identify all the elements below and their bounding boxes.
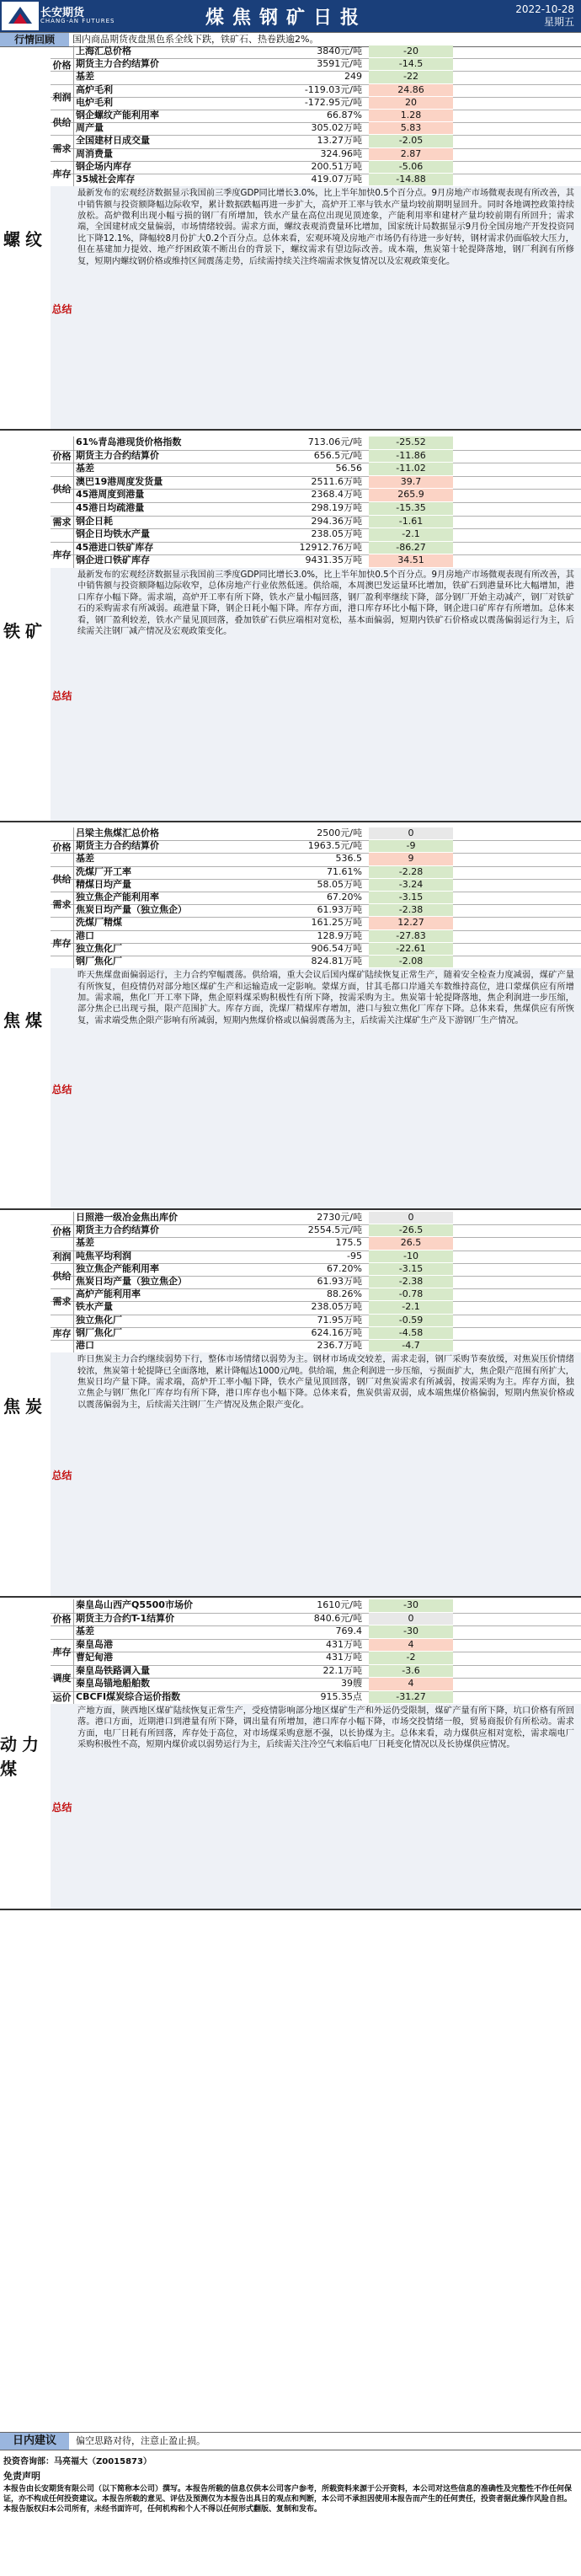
- indicator-change: -2.08: [369, 956, 453, 967]
- table-row: [51, 1327, 581, 1341]
- indicator-label: 秦皇岛铁路调入量: [76, 1664, 150, 1676]
- summary-text: 昨天焦煤盘面偏弱运行，主力合约窄幅震荡。供给端，重大会议后国内煤矿陆续恢复正常生产，随着安全检查力度减弱，煤矿产量有所恢复，但疫情仍对部分地区煤矿生产和运输造成一定影响。蒙煤方面，甘其毛都口岸通关车数维持高位，进口蒙煤供应有所增加。需求端，焦化厂开工率下降，焦企原料煤采购积极性有所下降，按需采购为主。焦炭第十轮提降落地，焦企利润进一步压缩，部分焦企已出现亏损，限产范围扩大。库存方面，洗煤厂精煤库存增加，港口与独立焦化厂库存下降。总体来看，焦煤供应有所恢复，需求端受焦企限产影响有所减弱，短期内焦煤价格或以偏弱震荡为主，后续需关注煤矿生产及下游钢厂生产情况。: [77, 971, 574, 1026]
- indicator-value: 67.20%: [327, 892, 362, 902]
- category-label: 需求: [51, 502, 74, 542]
- indicator-label: 钢企螺纹产能利用率: [76, 110, 159, 120]
- indicator-change: -2.38: [369, 1276, 453, 1288]
- indicator-change: 0: [369, 827, 453, 839]
- indicator-value: 22.1万吨: [322, 1664, 362, 1676]
- table-row: [51, 1212, 581, 1225]
- indicator-label: 曹妃甸港: [76, 1652, 113, 1663]
- table-row: [51, 1691, 581, 1706]
- indicator-label: 周消费量: [76, 147, 113, 159]
- table-row: [51, 122, 581, 136]
- indicator-label: 日照港一级冶金焦出库价: [76, 1212, 178, 1223]
- indicator-label: 基差: [76, 1237, 94, 1249]
- indicator-change: 24.86: [369, 84, 453, 96]
- indicator-label: 焦炭日均产量（独立焦企）: [76, 1276, 187, 1287]
- daily-advice-label: 日内建议: [0, 2433, 69, 2450]
- indicator-change: 4: [369, 1639, 453, 1652]
- indicator-value: -172.95元/吨: [304, 96, 362, 108]
- indicator-value: 2730元/吨: [317, 1212, 362, 1223]
- category-label: 价格: [51, 1212, 74, 1251]
- analyst-info: 投资咨询部：马亮福大（Z0015873）: [3, 2457, 152, 2466]
- indicator-change: -0.78: [369, 1288, 453, 1300]
- indicator-change: 9: [369, 853, 453, 865]
- category-label: 价格: [51, 827, 74, 866]
- table-row: [51, 97, 581, 110]
- summary-block: [51, 568, 581, 822]
- indicator-label: 吕梁主焦煤汇总价格: [76, 827, 159, 838]
- table-row: [51, 46, 581, 59]
- date-text: 2022-10-28: [515, 3, 574, 15]
- indicator-change: -3.24: [369, 879, 453, 891]
- indicator-value: 624.16万吨: [311, 1326, 362, 1338]
- indicator-value: 66.87%: [327, 110, 362, 120]
- table-row: [51, 1678, 581, 1692]
- company-name-en: CHANG-AN FUTURES: [40, 18, 115, 24]
- indicator-change: -22.61: [369, 943, 453, 955]
- indicator-change: -2.38: [369, 904, 453, 916]
- indicator-label: 基差: [76, 71, 94, 83]
- indicator-value: 1963.5元/吨: [307, 840, 362, 852]
- indicator-change: 4: [369, 1678, 453, 1690]
- section-4: [0, 1599, 581, 1910]
- indicator-change: -4.7: [369, 1340, 453, 1352]
- summary-block: [51, 1704, 581, 1910]
- indicator-change: -5.06: [369, 161, 453, 173]
- summary-block: [51, 968, 581, 1210]
- table-row: [51, 554, 581, 569]
- indicator-label: 45港日均疏港量: [76, 502, 145, 513]
- indicator-change: -4.58: [369, 1327, 453, 1339]
- indicator-label: 高炉毛利: [76, 83, 113, 95]
- category-label: 价格: [51, 46, 74, 84]
- section-divider: [0, 429, 581, 431]
- table-row: [51, 1625, 581, 1640]
- indicator-value: 9431.35万吨: [305, 554, 362, 566]
- indicator-change: -27.83: [369, 930, 453, 942]
- indicator-label: 独立焦企产能利用率: [76, 1262, 159, 1274]
- table-row: [51, 866, 581, 880]
- indicator-value: 39艘: [341, 1678, 362, 1689]
- section-1: [0, 436, 581, 822]
- indicator-change: -20: [369, 46, 453, 57]
- category-label: 库存: [51, 1639, 74, 1665]
- indicator-change: -86.27: [369, 542, 453, 554]
- indicator-label: 期货主力合约结算价: [76, 840, 159, 852]
- indicator-table: [51, 1599, 581, 1704]
- category-label: 供给: [51, 476, 74, 502]
- indicator-value: 128.9万吨: [317, 929, 362, 941]
- indicator-value: 2368.4万吨: [311, 489, 362, 501]
- table-row: [51, 879, 581, 892]
- table-row: [51, 110, 581, 123]
- indicator-label: 港口: [76, 1340, 94, 1351]
- table-row: [51, 58, 581, 72]
- indicator-value: 12912.76万吨: [299, 541, 362, 553]
- indicator-value: 431万吨: [326, 1638, 362, 1650]
- table-row: [51, 892, 581, 905]
- indicator-value: 200.51万吨: [311, 160, 362, 172]
- indicator-value: 88.26%: [327, 1288, 362, 1300]
- indicator-change: -22: [369, 71, 453, 83]
- table-row: [51, 135, 581, 148]
- category-label: 库存: [51, 917, 74, 968]
- indicator-value: 536.5: [335, 853, 362, 865]
- table-row: [51, 1263, 581, 1277]
- indicator-change: -2.28: [369, 866, 453, 878]
- category-label: 库存: [51, 161, 74, 186]
- indicator-value: 431万吨: [326, 1652, 362, 1663]
- category-label: 需求: [51, 135, 74, 160]
- indicator-change: 34.51: [369, 554, 453, 567]
- company-name: 长安期货: [40, 7, 85, 19]
- category-label: 利润: [51, 1251, 74, 1263]
- indicator-label: 洗煤厂精煤: [76, 917, 122, 929]
- indicator-label: 期货主力合约T-1结算价: [76, 1612, 175, 1624]
- report-header: [0, 0, 581, 32]
- indicator-change: -3.15: [369, 1263, 453, 1275]
- indicator-label: 澳巴19港周度发货量: [76, 475, 163, 487]
- table-row: [51, 1237, 581, 1251]
- indicator-label: 期货主力合约结算价: [76, 449, 159, 461]
- company-logo: [2, 2, 39, 30]
- table-row: [51, 1613, 581, 1627]
- indicator-label: 基差: [76, 463, 94, 474]
- indicator-label: 35城社会库存: [76, 174, 136, 185]
- indicator-table: [51, 46, 581, 186]
- category-label: 供给: [51, 1263, 74, 1288]
- indicator-value: 915.35点: [320, 1690, 362, 1702]
- section-divider: [0, 1208, 581, 1210]
- indicator-value: 298.19万吨: [311, 502, 362, 513]
- indicator-value: 3840元/吨: [317, 46, 362, 56]
- category-label: 调度: [51, 1665, 74, 1691]
- section-divider: [0, 1596, 581, 1598]
- table-row: [51, 463, 581, 477]
- indicator-change: 12.27: [369, 917, 453, 929]
- indicator-label: 上海汇总价格: [76, 46, 131, 56]
- indicator-label: 45港进口铁矿库存: [76, 541, 154, 553]
- indicator-label: 高炉产能利用率: [76, 1288, 141, 1300]
- indicator-label: 期货主力合约结算价: [76, 1224, 159, 1236]
- category-label: 库存: [51, 1315, 74, 1353]
- indicator-value: 2500元/吨: [317, 827, 362, 838]
- table-row: [51, 528, 581, 543]
- indicator-label: 基差: [76, 1625, 94, 1636]
- indicator-change: -2: [369, 1652, 453, 1664]
- indicator-change: -30: [369, 1599, 453, 1612]
- indicator-value: 840.6元/吨: [313, 1612, 362, 1624]
- indicator-table: [51, 827, 581, 968]
- disclaimer-title: 免责声明: [3, 2471, 40, 2482]
- table-row: [51, 450, 581, 464]
- indicator-label: 精煤日均产量: [76, 878, 131, 890]
- indicator-label: 洗煤厂开工率: [76, 865, 131, 877]
- category-label: 需求: [51, 1288, 74, 1314]
- section-0: [0, 46, 581, 431]
- summary-label: 总结: [51, 689, 72, 702]
- indicator-value: 324.96吨: [320, 147, 362, 159]
- table-row: [51, 943, 581, 956]
- indicator-change: 1.28: [369, 110, 453, 121]
- indicator-value: 13.27万吨: [317, 135, 362, 147]
- summary-label: 总结: [51, 1470, 72, 1482]
- table-row: [51, 1665, 581, 1679]
- indicator-value: 1610元/吨: [317, 1599, 362, 1610]
- indicator-label: 钢厂焦化厂: [76, 1326, 122, 1338]
- indicator-value: 769.4: [335, 1625, 362, 1636]
- indicator-change: -1.61: [369, 516, 453, 528]
- category-label: 库存: [51, 542, 74, 568]
- indicator-label: 秦皇岛山西产Q5500市场价: [76, 1599, 193, 1610]
- indicator-label: 电炉毛利: [76, 96, 113, 108]
- summary-label: 总结: [51, 303, 72, 315]
- indicator-change: -2.05: [369, 135, 453, 147]
- indicator-table: [51, 436, 581, 568]
- category-label: 价格: [51, 1599, 74, 1639]
- indicator-value: 71.61%: [327, 865, 362, 877]
- report-title: 煤焦钢矿日报: [205, 8, 367, 29]
- summary-text: 昨日焦炭主力合约继续弱势下行，整体市场情绪以弱势为主。钢材市场成交较差，需求走弱，钢厂采购节奏放缓，对焦炭压价情绪较浓，焦炭第十轮提降已全面落地，累计降幅达1000元/吨。供给端，焦企利润进一步压缩，亏损面扩大，焦企限产范围有所扩大，焦炭日均产量下降。需求端，高炉开工率小幅下降，铁水产量见顶回落，钢厂对焦炭需求有所减弱，按需采购为主。库存方面，独立焦企与钢厂焦化厂库存均有所下降，港口库存也小幅下降。总体来看，焦炭供需双弱，成本端焦煤价格偏弱，短期内焦炭价格或以震荡偏弱为主，后续需关注钢厂生产情况及焦企限产变化。: [77, 1355, 574, 1410]
- indicator-value: 824.81万吨: [311, 956, 362, 967]
- indicator-value: 61.93万吨: [317, 1276, 362, 1287]
- category-label: 价格: [51, 436, 74, 476]
- section-title: 焦煤: [3, 1010, 47, 1031]
- indicator-change: -3.6: [369, 1665, 453, 1678]
- table-row: [51, 827, 581, 841]
- table-row: [51, 516, 581, 530]
- indicator-label: 钢厂焦化厂: [76, 956, 122, 967]
- indicator-change: -15.35: [369, 502, 453, 515]
- indicator-value: 236.7万吨: [317, 1340, 362, 1351]
- indicator-value: 238.05万吨: [311, 1301, 362, 1313]
- indicator-value: 67.20%: [327, 1262, 362, 1274]
- table-row: [51, 956, 581, 969]
- indicator-value: 656.5元/吨: [313, 449, 362, 461]
- indicator-label: 45港周度到港量: [76, 489, 145, 501]
- section-title: 螺纹: [3, 229, 47, 250]
- indicator-value: 419.07万吨: [311, 174, 362, 185]
- indicator-value: 249: [344, 71, 362, 83]
- table-row: [51, 904, 581, 918]
- indicator-change: -25.52: [369, 436, 453, 449]
- table-row: [51, 542, 581, 556]
- table-row: [51, 840, 581, 854]
- indicator-change: 265.9: [369, 489, 453, 501]
- indicator-change: -2.1: [369, 1301, 453, 1313]
- indicator-label: 周产量: [76, 122, 104, 134]
- section-title: 焦炭: [3, 1395, 47, 1417]
- indicator-label: 独立焦企产能利用率: [76, 892, 159, 902]
- indicator-change: -2.1: [369, 528, 453, 541]
- summary-label: 总结: [51, 1084, 72, 1096]
- section-3: [0, 1212, 581, 1598]
- indicator-value: -119.03元/吨: [304, 83, 362, 95]
- report-date: [515, 3, 574, 29]
- summary-block: [51, 186, 581, 431]
- table-row: [51, 1288, 581, 1302]
- table-row: [51, 1599, 581, 1614]
- indicator-label: 61%青岛港现货价格指数: [76, 436, 182, 447]
- weekday-text: 星期五: [543, 16, 574, 28]
- section-divider: [0, 821, 581, 822]
- category-label: 运价: [51, 1691, 74, 1705]
- indicator-value: 2554.5元/吨: [307, 1224, 362, 1236]
- indicator-value: 906.54万吨: [311, 942, 362, 954]
- indicator-label: 独立焦化厂: [76, 942, 122, 954]
- table-row: [51, 148, 581, 162]
- table-row: [51, 1340, 581, 1353]
- indicator-change: -30: [369, 1625, 453, 1638]
- indicator-value: 305.02万吨: [311, 122, 362, 134]
- table-row: [51, 502, 581, 517]
- table-row: [51, 853, 581, 866]
- indicator-change: -9: [369, 840, 453, 852]
- indicator-change: 2.87: [369, 148, 453, 160]
- indicator-value: 713.06元/吨: [307, 436, 362, 447]
- category-label: 供给: [51, 866, 74, 892]
- table-row: [51, 436, 581, 451]
- indicator-change: 26.5: [369, 1237, 453, 1249]
- indicator-change: -0.59: [369, 1315, 453, 1326]
- indicator-label: 钢企日耗: [76, 515, 113, 527]
- indicator-change: -26.5: [369, 1224, 453, 1236]
- market-review-label: 行情回顾: [0, 33, 69, 46]
- market-review-text: 国内商品期货夜盘黑色系全线下跌，铁矿石、热卷跌逾2%。: [72, 34, 319, 45]
- table-row: [51, 174, 581, 187]
- table-row: [51, 1315, 581, 1328]
- indicator-value: 175.5: [335, 1237, 362, 1249]
- indicator-value: -95: [347, 1250, 362, 1261]
- indicator-value: 2511.6万吨: [311, 475, 362, 487]
- summary-label: 总结: [51, 1802, 72, 1813]
- indicator-change: -11.02: [369, 463, 453, 475]
- daily-advice-text: 偏空思路对待，注意止盈止损。: [76, 2435, 205, 2446]
- table-row: [51, 161, 581, 174]
- indicator-label: 基差: [76, 853, 94, 865]
- summary-text: 最新发布的宏观经济数据显示我国前三季度GDP同比增长3.0%，比上半年加快0.5个百分点。9月房地产市场微观表现有所改善，其中销售额与投资额降幅边际收窄，累计数据跌幅再进一步扩大，高炉开工率与铁水产量均较前期明显回升。同时各地调控政策持续放松。高炉微利出现小幅亏损的钢厂有所增加，铁水产量在高位出现见顶迹象，产能利用率和建材产量均较前期有所回升；需求端，全国建材成交量偏弱，市场情绪较弱。需求方面，螺纹表观消费量环比增加，国家统计局数据显示9月份全国房地产开发投资同比下降12.1%，降幅较8月份扩大0.2个百分点。总体来看，宏观环境及房地产市场仍有待进一步好转，钢材需求仍面临较大压力，但在基建加力提效、地产纾困政策不断出台的背景下，螺纹需求有望边际改善。成本端，焦炭第十轮提降落地，钢厂利润有所修复，短期内螺纹钢价格或维持区间震荡走势，后续需持续关注终端需求恢复情况以及宏观政策变化。: [77, 189, 575, 266]
- indicator-value: 58.05万吨: [317, 878, 362, 890]
- indicator-change: -14.5: [369, 58, 453, 70]
- section-divider: [0, 1909, 581, 1910]
- indicator-value: 61.93万吨: [317, 904, 362, 916]
- indicator-label: 钢企进口铁矿库存: [76, 554, 150, 566]
- indicator-label: CBCFI煤炭综合运价指数: [76, 1690, 181, 1702]
- table-row: [51, 917, 581, 930]
- table-row: [51, 1276, 581, 1289]
- table-row: [51, 930, 581, 944]
- indicator-label: 钢企场内库存: [76, 160, 131, 172]
- section-title: 铁矿: [3, 620, 47, 641]
- indicator-value: 56.56: [335, 463, 362, 474]
- indicator-label: 秦皇岛锚地船舶数: [76, 1678, 150, 1689]
- category-label: 供给: [51, 110, 74, 135]
- table-row: [51, 489, 581, 503]
- table-row: [51, 1251, 581, 1264]
- disclaimer-text: 本报告由长安期货有限公司（以下简称本公司）撰写。本报告所载的信息仅供本公司客户参考，所载资料来源于公开资料，本公司对这些信息的准确性及完整性不作任何保证，亦不构成任何投资建议。本报告所载的意见、评估及预测仅为本报告出具日的观点和判断，本公司不承担因使用本报告而产生的任何责任，投资者据此操作风险自担。本报告版权归本公司所有，未经书面许可，任何机构和个人不得以任何形式翻版、复制和发布。: [3, 2485, 573, 2514]
- indicator-value: 161.25万吨: [311, 917, 362, 929]
- indicator-change: 0: [369, 1212, 453, 1224]
- indicator-label: 独立焦化厂: [76, 1314, 122, 1325]
- indicator-change: 20: [369, 97, 453, 109]
- category-label: 利润: [51, 84, 74, 110]
- indicator-value: 3591元/吨: [317, 58, 362, 70]
- indicator-value: 294.36万吨: [311, 515, 362, 527]
- indicator-label: 秦皇岛港: [76, 1638, 113, 1650]
- table-row: [51, 476, 581, 490]
- summary-text: 产地方面，陕西地区煤矿陆续恢复正常生产，受疫情影响部分地区煤矿生产和外运仍受限制，煤矿产量有所下降，坑口价格有所回落。港口方面，近期港口到港量有所下降，调出量有所增加，港口库存小幅下降，市场交投情绪一般，贸易商报价有所松动。需求方面，电厂日耗有所回落，库存处于高位，对市场煤采购意愿不强，以长协煤为主。总体来看，动力煤供应相对宽松，需求端电厂采购积极性不高，短期内煤价或以弱势运行为主，后续需关注冷空气来临后电厂日耗变化情况以及长协煤供应情况。: [77, 1706, 574, 1750]
- summary-block: [51, 1352, 581, 1598]
- indicator-change: 0: [369, 1613, 453, 1625]
- indicator-change: -10: [369, 1251, 453, 1262]
- indicator-change: 5.83: [369, 122, 453, 134]
- table-row: [51, 1301, 581, 1315]
- table-row: [51, 1639, 581, 1653]
- table-row: [51, 84, 581, 98]
- indicator-label: 铁水产量: [76, 1301, 113, 1313]
- indicator-value: 238.05万吨: [311, 528, 362, 540]
- indicator-label: 全国建材日成交量: [76, 135, 150, 147]
- section-2: [0, 827, 581, 1210]
- table-row: [51, 1652, 581, 1666]
- category-label: 需求: [51, 892, 74, 917]
- section-title: 动力煤: [0, 1733, 44, 1779]
- indicator-label: 焦炭日均产量（独立焦企）: [76, 904, 187, 916]
- indicator-label: 港口: [76, 929, 94, 941]
- indicator-label: 吨焦平均利润: [76, 1250, 131, 1261]
- indicator-change: -11.86: [369, 450, 453, 463]
- table-row: [51, 1224, 581, 1238]
- indicator-label: 期货主力合约结算价: [76, 58, 159, 70]
- table-row: [51, 71, 581, 84]
- summary-text: 最新发布的宏观经济数据显示我国前三季度GDP同比增长3.0%，比上半年加快0.5个百分点。9月房地产市场微观表现有所改善，其中销售额与投资额降幅边际收窄，总体房地产行业依然低迷。供给端，本周澳巴发运量环比增加，铁矿石到港量环比大幅增加，港口库存小幅下降。需求端，高炉开工率有所下降，铁水产量小幅回落，钢厂盈利率继续下降，部分钢厂开始主动减产，钢厂对铁矿石的采购需求有所减弱。疏港量下降，钢企日耗小幅下降。库存方面，港口库存环比小幅下降，钢企进口矿库存有所增加。总体来看，钢厂盈利较差，铁水产量见顶回落，叠加铁矿石供应端相对宽松，基本面偏弱，短期内铁矿石价格或以震荡偏弱运行为主，后续需关注钢厂减产情况及宏观政策变化。: [77, 570, 575, 637]
- indicator-table: [51, 1212, 581, 1352]
- indicator-change: -14.88: [369, 174, 453, 185]
- indicator-change: 39.7: [369, 476, 453, 489]
- indicator-change: -31.27: [369, 1691, 453, 1704]
- indicator-label: 钢企日均铁水产量: [76, 528, 150, 540]
- indicator-value: 71.95万吨: [317, 1314, 362, 1325]
- daily-advice: [0, 2432, 581, 2450]
- indicator-change: -3.15: [369, 892, 453, 903]
